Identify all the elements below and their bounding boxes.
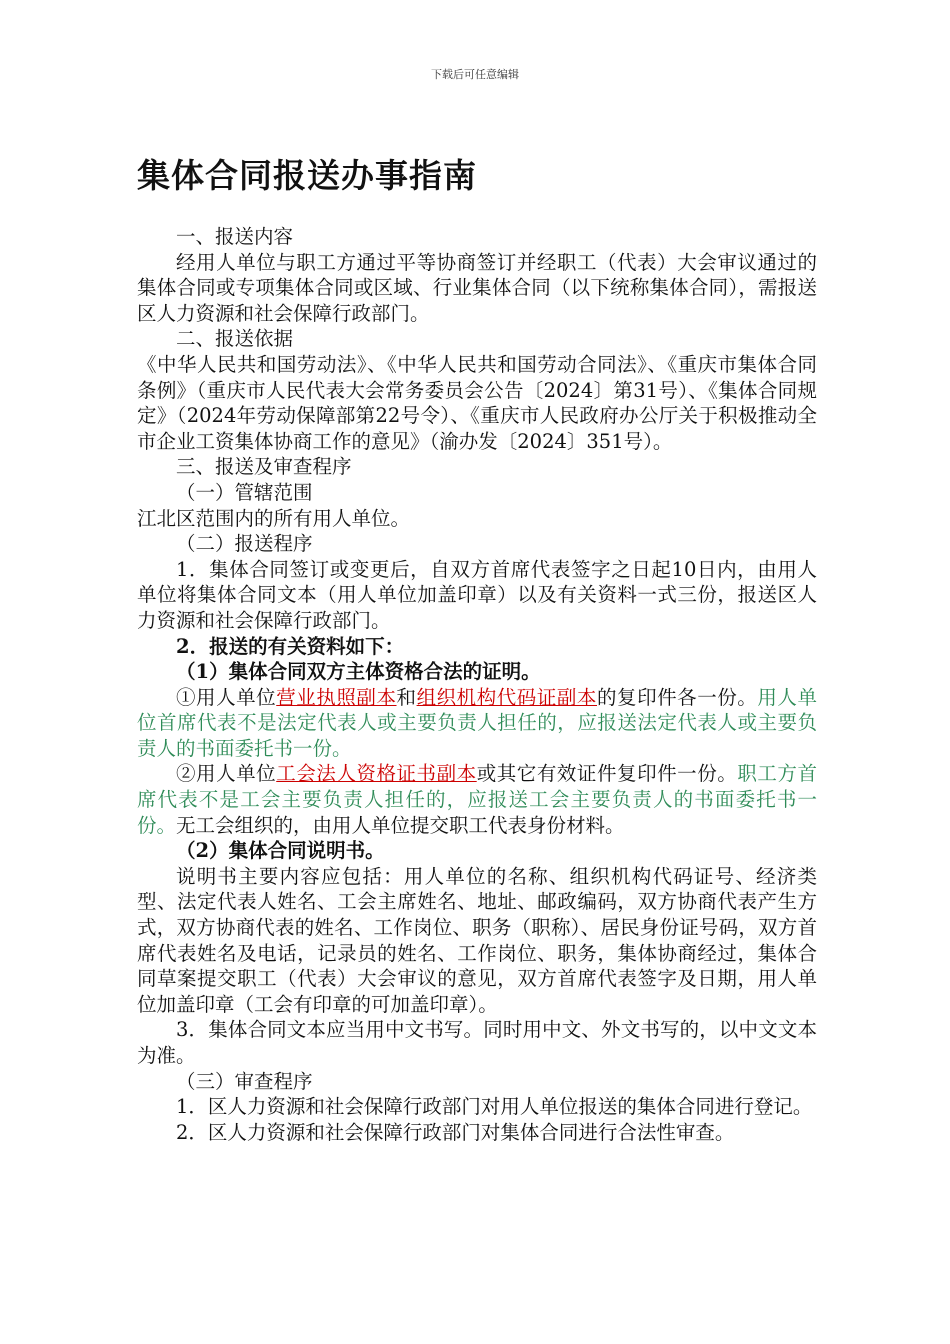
sub-1-text: 江北区范围内的所有用人单位。 [137,506,411,530]
page-title: 集体合同报送办事指南 [137,156,477,195]
sub-2-item-3: 3．集体合同文本应当用中文书写。同时用中文、外文书写的，以中文文本为准。 [137,1018,817,1067]
item-b-suffix: 或其它有效证件复印件一份。 [476,762,738,786]
material-1-item-a [137,685,817,762]
sub-3-item-1: 1．区人力资源和社会保障行政部门对用人单位报送的集体合同进行登记。 [176,1095,813,1119]
sub-2-heading: （二）报送程序 [176,532,313,556]
sub-3-heading: （三）审查程序 [176,1069,313,1093]
section-1-heading: 一、报送内容 [176,225,294,248]
material-1-heading: （1）集体合同双方主体资格合法的证明。 [176,660,541,684]
item-a-note: 用人单位首席代表不是法定代表人或主要负责人担任的，应报送法定代表人或主要负责人的书面委托书一份。 [137,685,817,760]
item-b-note: 职工方首席代表不是工会主要负责人担任的，应报送工会主要负责人的书面委托书一份。 [137,762,817,837]
business-license-link[interactable]: 营业执照副本 [276,685,397,709]
document-body [137,224,817,1145]
item-a-and: 和 [396,685,417,709]
sub-1-heading: （一）管辖范围 [176,480,313,504]
item-a-prefix: ①用人单位 [176,685,277,709]
item-b-prefix: ②用人单位 [176,762,277,786]
item-a-suffix: 的复印件各一份。 [596,685,758,709]
union-certificate-link[interactable]: 工会法人资格证书副本 [276,762,477,786]
section-2-text: 《中华人民共和国劳动法》、《中华人民共和国劳动合同法》、《重庆市集体合同条例》（重庆市人民代表大会常务委员会公告〔2024〕第31号）、《集体合同规定》（2024年劳动保障部第22号令）、《重庆市人民政府办公厅关于积极推动全市企业工资集体协商工作的意见》（渝办发〔2024〕351号）。 [137,352,817,453]
section-1-text: 经用人单位与职工方通过平等协商签订并经职工（代表）大会审议通过的集体合同或专项集体合同或区域、行业集体合同（以下统称集体合同），需报送区人力资源和社会保障行政部门。 [137,250,817,325]
section-3-heading: 三、报送及审查程序 [176,455,352,479]
item-b-tail: 无工会组织的，由用人单位提交职工代表身份材料。 [176,813,625,837]
section-2-heading: 二、报送依据 [176,327,294,351]
material-1-item-b [137,761,817,838]
sub-2-item-1: 1．集体合同签订或变更后，自双方首席代表签字之日起10日内，由用人单位将集体合同文本（用人单位加盖印章）以及有关资料一式三份，报送区人力资源和社会保障行政部门。 [137,557,817,632]
material-2-text: 说明书主要内容应包括：用人单位的名称、组织机构代码证号、经济类型、法定代表人姓名、工会主席姓名、地址、邮政编码，双方协商代表产生方式，双方协商代表的姓名、工作岗位、职务（职称）、居民身份证号码，双方首席代表姓名及电话，记录员的姓名、工作岗位、职务，集体协商经过，集体合同草案提交职工（代表）大会审议的意见，双方首席代表签字及日期，用人单位加盖印章（工会有印章的可加盖印章）。 [137,864,817,1016]
header-note: 下载后可任意编辑 [431,68,519,81]
sub-2-item-2-heading: 2．报送的有关资料如下： [176,634,405,658]
sub-3-item-2: 2．区人力资源和社会保障行政部门对集体合同进行合法性审查。 [176,1120,735,1144]
material-2-heading: （2）集体合同说明书。 [176,839,385,863]
org-code-certificate-link[interactable]: 组织机构代码证副本 [416,685,597,709]
